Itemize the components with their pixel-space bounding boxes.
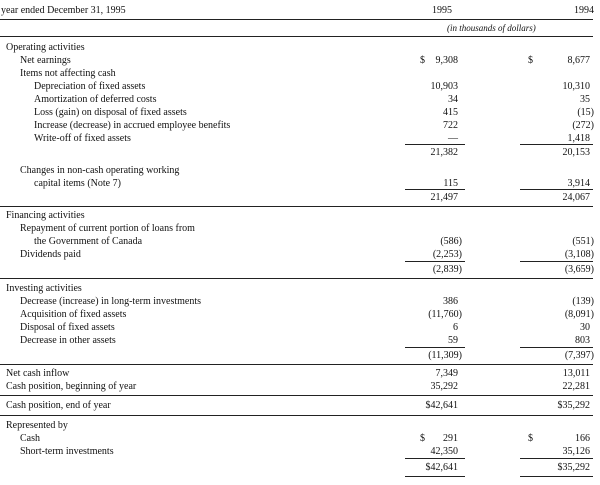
- divider: [520, 458, 593, 459]
- represented-heading: Represented by: [6, 420, 68, 431]
- divider: [405, 189, 465, 190]
- financing-heading: Financing activities: [6, 210, 85, 221]
- table-row: [0, 93, 600, 106]
- value-1995: 291: [443, 433, 458, 444]
- table-row: [0, 132, 600, 145]
- subheading-row: [0, 67, 600, 80]
- table-row: [0, 432, 600, 445]
- divider: [405, 144, 465, 145]
- section-heading: [0, 419, 600, 432]
- units-note: (in thousands of dollars): [447, 23, 536, 33]
- value-1994: (272): [572, 120, 594, 131]
- value-1994: (551): [572, 236, 594, 247]
- table-row: [0, 119, 600, 132]
- row-label: Depreciation of fixed assets: [34, 81, 146, 92]
- row-label: Cash position, beginning of year: [6, 381, 137, 392]
- value-1994: 166: [575, 433, 590, 444]
- value-1995: 10,903: [430, 81, 458, 92]
- divider: [520, 476, 593, 477]
- table-row: [0, 106, 600, 119]
- row-label: Amortization of deferred costs: [34, 94, 157, 105]
- row-label: capital items (Note 7): [34, 178, 121, 189]
- value-1995: 34: [448, 94, 458, 105]
- units-row: [0, 22, 600, 35]
- value-1995: 722: [443, 120, 458, 131]
- currency-symbol: $: [528, 55, 533, 66]
- table-row: [0, 222, 600, 235]
- section-heading: [0, 282, 600, 295]
- value-1995: $42,641: [425, 462, 458, 473]
- value-1994: 10,310: [562, 81, 590, 92]
- value-1994: $35,292: [557, 400, 590, 411]
- divider: [0, 19, 593, 20]
- table-row: [0, 380, 600, 393]
- row-label: Disposal of fixed assets: [20, 322, 115, 333]
- currency-symbol: $: [528, 433, 533, 444]
- row-label: Write-off of fixed assets: [34, 133, 131, 144]
- table-row: [0, 164, 600, 177]
- value-1994: (3,108): [564, 249, 594, 260]
- table-row: [0, 54, 600, 67]
- divider: [520, 347, 593, 348]
- table-row: [0, 177, 600, 190]
- table-row: [0, 334, 600, 347]
- table-row: [0, 235, 600, 248]
- divider: [520, 261, 593, 262]
- row-label: Dividends paid: [20, 249, 81, 260]
- items-heading: Items not affecting cash: [20, 68, 116, 79]
- row-label: Repayment of current portion of loans from: [20, 223, 195, 234]
- row-label: Decrease (increase) in long-term investments: [20, 296, 202, 307]
- value-1995: 42,350: [430, 446, 458, 457]
- value-1994: (7,397): [564, 350, 594, 361]
- value-1994: (8,091): [564, 309, 594, 320]
- value-1995: 21,382: [430, 147, 458, 158]
- total-row: [0, 399, 600, 412]
- value-1994: $35,292: [557, 462, 590, 473]
- row-label: Acquisition of fixed assets: [20, 309, 127, 320]
- value-1995: 7,349: [435, 368, 458, 379]
- investing-heading: Investing activities: [6, 283, 82, 294]
- row-label: Net cash inflow: [6, 368, 70, 379]
- table-row: [0, 321, 600, 334]
- value-1994: 24,067: [562, 192, 590, 203]
- column-header-1995: 1995: [432, 5, 452, 16]
- divider: [0, 415, 593, 416]
- divider: [0, 278, 593, 279]
- value-1995: 6: [453, 322, 458, 333]
- value-1995: $42,641: [425, 400, 458, 411]
- row-label: the Government of Canada: [34, 236, 143, 247]
- value-1994: 30: [580, 322, 590, 333]
- table-row: [0, 295, 600, 308]
- total-row: [0, 191, 600, 204]
- value-1995: 59: [448, 335, 458, 346]
- value-1995: 415: [443, 107, 458, 118]
- total-row: [0, 461, 600, 474]
- row-label: Loss (gain) on disposal of fixed assets: [34, 107, 187, 118]
- value-1995: 21,497: [430, 192, 458, 203]
- row-label: Cash position, end of year: [6, 400, 111, 411]
- section-heading: [0, 209, 600, 222]
- row-label: Short-term investments: [20, 446, 114, 457]
- divider: [0, 364, 593, 365]
- value-1994: 35: [580, 94, 590, 105]
- value-1994: 20,153: [562, 147, 590, 158]
- row-label: Decrease in other assets: [20, 335, 116, 346]
- currency-symbol: $: [420, 55, 425, 66]
- row-label: Cash: [20, 433, 40, 444]
- divider: [520, 189, 593, 190]
- value-1994: (139): [572, 296, 594, 307]
- value-1995: 386: [443, 296, 458, 307]
- value-1995: 35,292: [430, 381, 458, 392]
- value-1994: 803: [575, 335, 590, 346]
- row-label: Net earnings: [20, 55, 71, 66]
- divider: [405, 261, 465, 262]
- total-row: [0, 349, 600, 362]
- table-row: [0, 445, 600, 458]
- total-row: [0, 263, 600, 276]
- value-1995: (11,309): [428, 350, 462, 361]
- divider: [405, 476, 465, 477]
- value-1994: (3,659): [564, 264, 594, 275]
- value-1994: 1,418: [567, 133, 590, 144]
- value-1994: 13,011: [562, 368, 590, 379]
- section-heading: [0, 41, 600, 54]
- value-1995: (2,839): [432, 264, 462, 275]
- value-1995: (2,253): [432, 249, 462, 260]
- value-1994: 22,281: [562, 381, 590, 392]
- value-1995: (586): [440, 236, 462, 247]
- value-1994: 8,677: [567, 55, 590, 66]
- divider: [405, 347, 465, 348]
- currency-symbol: $: [420, 433, 425, 444]
- column-header-1994: 1994: [574, 5, 594, 16]
- divider: [0, 36, 593, 37]
- divider: [0, 206, 593, 207]
- period-label: year ended December 31, 1995: [1, 5, 126, 16]
- value-1994: 35,126: [562, 446, 590, 457]
- value-1995: 115: [443, 178, 458, 189]
- row-label: Increase (decrease) in accrued employee benefits: [34, 120, 231, 131]
- divider: [405, 458, 465, 459]
- table-row: [0, 248, 600, 261]
- value-1994: 3,914: [567, 178, 590, 189]
- table-row: [0, 308, 600, 321]
- divider: [0, 395, 593, 396]
- row-label: Changes in non-cash operating working: [20, 165, 180, 176]
- value-1995: (11,760): [428, 309, 462, 320]
- value-1994: (15): [577, 107, 594, 118]
- header-row: [0, 4, 600, 17]
- divider: [520, 144, 593, 145]
- table-row: [0, 367, 600, 380]
- operating-heading: Operating activities: [6, 42, 85, 53]
- value-1995: —: [448, 133, 458, 144]
- value-1995: 9,308: [435, 55, 458, 66]
- subtotal-row: [0, 146, 600, 159]
- table-row: [0, 80, 600, 93]
